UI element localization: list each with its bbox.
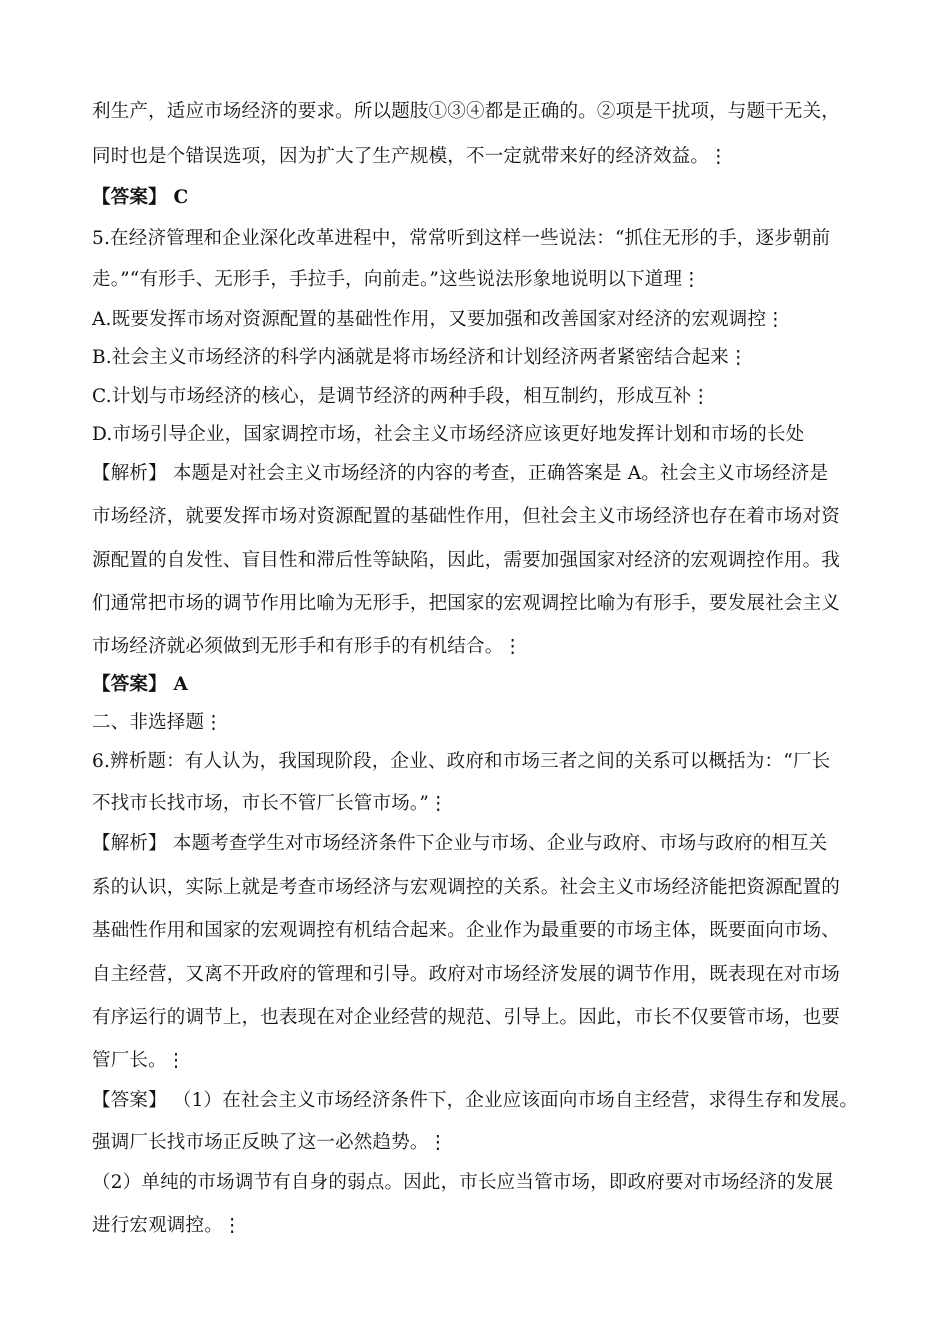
option-c: C.计划与市场经济的核心，是调节经济的两种手段，相互制约，形成互补⋮	[92, 386, 711, 407]
analysis-5-line-1: 【解析】 本题是对社会主义市场经济的内容的考查，正确答案是 A。社会主义市场经济是	[92, 463, 829, 484]
analysis-6-line-1: 【解析】 本题考查学生对市场经济条件下企业与市场、企业与政府、市场与政府的相互关	[92, 833, 828, 854]
analysis-5-line-3: 源配置的自发性、盲目性和滞后性等缺陷，因此，需要加强国家对经济的宏观调控作用。我	[92, 550, 841, 571]
analysis-6-line-6: 管厂长。⋮	[92, 1050, 186, 1071]
analysis-5-line-5: 市场经济就必须做到无形手和有形手的有机结合。⋮	[92, 636, 523, 657]
text-line-2: 同时也是个错误选项，因为扩大了生产规模，不一定就带来好的经济效益。⋮	[92, 146, 728, 167]
analysis-6-line-3: 基础性作用和国家的宏观调控有机结合起来。企业作为最重要的市场主体，既要面向市场、	[92, 920, 841, 941]
question-6-line-2: 不找市长找市场，市长不管厂长管市场。”⋮	[92, 793, 448, 814]
text-line-1: 利生产，适应市场经济的要求。所以题肢①③④都是正确的。②项是干扰项，与题干无关，	[92, 101, 841, 122]
analysis-5-line-2: 市场经济，就要发挥市场对资源配置的基础性作用，但社会主义市场经济也存在着市场对资	[92, 506, 841, 527]
analysis-6-line-2: 系的认识，实际上就是考查市场经济与宏观调控的关系。社会主义市场经济能把资源配置的	[92, 877, 841, 898]
option-d: D.市场引导企业，国家调控市场，社会主义市场经济应该更好地发挥计划和市场的长处	[92, 424, 805, 445]
answer-6-line-2: 强调厂长找市场正反映了这一必然趋势。⋮	[92, 1132, 448, 1153]
answer-6-line-3: （2）单纯的市场调节有自身的弱点。因此，市长应当管市场，即政府要对市场经济的发展	[92, 1172, 834, 1193]
question-5-line-2: 走。”“有形手、无形手，手拉手，向前走。”这些说法形象地说明以下道理⋮	[92, 269, 701, 290]
analysis-6-line-4: 自主经营，又离不开政府的管理和引导。政府对市场经济发展的调节作用，既表现在对市场	[92, 964, 841, 985]
question-6-line-1: 6.辨析题：有人认为，我国现阶段，企业、政府和市场三者之间的关系可以概括为：“厂长	[92, 751, 831, 772]
answer-6-line-4: 进行宏观调控。⋮	[92, 1215, 242, 1236]
answer-6-line-1: 【答案】 （1）在社会主义市场经济条件下，企业应该面向市场自主经营，求得生存和发展。	[92, 1090, 859, 1111]
answer-label-1: 【答案】 C	[92, 187, 189, 208]
section-heading: 二、非选择题⋮	[92, 712, 223, 733]
question-5-line-1: 5.在经济管理和企业深化改革进程中，常常听到这样一些说法：“抓住无形的手，逐步朝前	[92, 228, 831, 249]
option-b: B.社会主义市场经济的科学内涵就是将市场经济和计划经济两者紧密结合起来⋮	[92, 347, 748, 368]
analysis-5-line-4: 们通常把市场的调节作用比喻为无形手，把国家的宏观调控比喻为有形手，要发展社会主义	[92, 593, 841, 614]
answer-label-2: 【答案】 A	[92, 674, 188, 695]
analysis-6-line-5: 有序运行的调节上，也表现在对企业经营的规范、引导上。因此，市长不仅要管市场，也要	[92, 1007, 841, 1028]
option-a: A.既要发挥市场对资源配置的基础性作用，又要加强和改善国家对经济的宏观调控⋮	[92, 309, 785, 330]
